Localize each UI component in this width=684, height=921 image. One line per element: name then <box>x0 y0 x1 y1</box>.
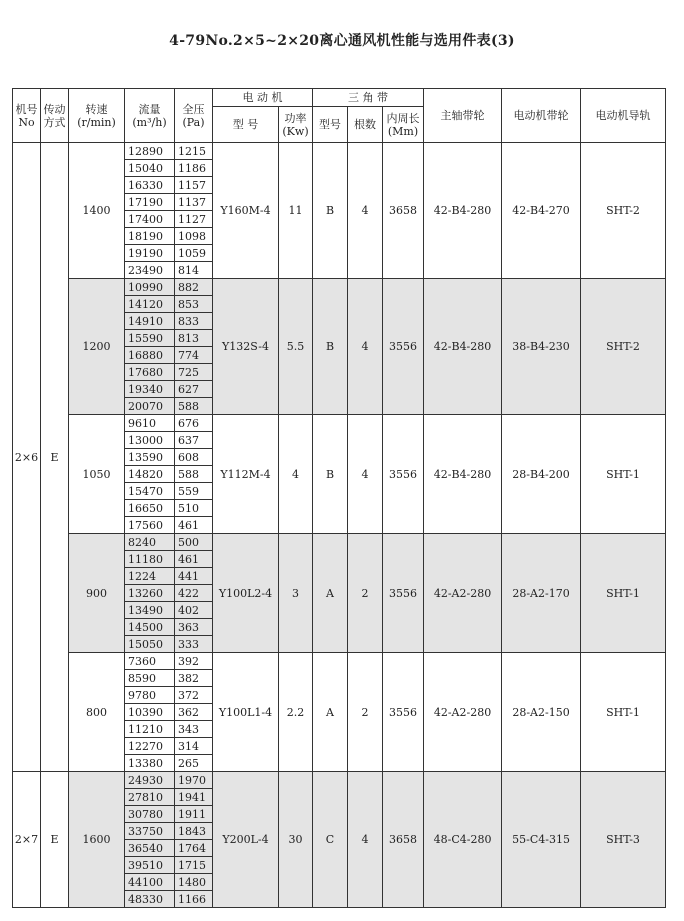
pressure-cell: 774 <box>175 347 213 364</box>
main-pulley-cell: 42-B4-280 <box>424 143 502 279</box>
pressure-cell: 392 <box>175 653 213 670</box>
flow-cell: 13590 <box>125 449 175 466</box>
flow-cell: 15050 <box>125 636 175 653</box>
motor-type-cell: Y112M-4 <box>213 415 279 534</box>
pressure-cell: 382 <box>175 670 213 687</box>
flow-cell: 19340 <box>125 381 175 398</box>
flow-cell: 14910 <box>125 313 175 330</box>
main-pulley-cell: 42-B4-280 <box>424 279 502 415</box>
pressure-cell: 882 <box>175 279 213 296</box>
power-cell: 30 <box>279 772 313 908</box>
motor-pulley-cell: 28-A2-150 <box>502 653 581 772</box>
pressure-cell: 588 <box>175 466 213 483</box>
motor-pulley-cell: 28-B4-200 <box>502 415 581 534</box>
table-row <box>13 415 666 432</box>
flow-cell: 24930 <box>125 772 175 789</box>
header-belt-type: 型号 <box>313 107 348 143</box>
flow-cell: 13260 <box>125 585 175 602</box>
flow-cell: 13000 <box>125 432 175 449</box>
belt-count-cell: 4 <box>348 279 383 415</box>
motor-pulley-cell: 38-B4-230 <box>502 279 581 415</box>
pressure-cell: 1970 <box>175 772 213 789</box>
motor-type-cell: Y160M-4 <box>213 143 279 279</box>
belt-length-cell: 3556 <box>383 415 424 534</box>
pressure-cell: 588 <box>175 398 213 415</box>
flow-cell: 9610 <box>125 415 175 432</box>
belt-count-cell: 2 <box>348 534 383 653</box>
header-motor-type: 型 号 <box>213 107 279 143</box>
belt-length-cell: 3556 <box>383 279 424 415</box>
flow-cell: 14120 <box>125 296 175 313</box>
pressure-cell: 1157 <box>175 177 213 194</box>
power-cell: 2.2 <box>279 653 313 772</box>
table-row <box>13 143 666 160</box>
motor-rail-cell: SHT-1 <box>581 534 666 653</box>
table-row <box>13 772 666 789</box>
pressure-cell: 1166 <box>175 891 213 908</box>
flow-cell: 36540 <box>125 840 175 857</box>
header-pressure: 全压 (Pa) <box>175 89 213 143</box>
model-no-cell: 2×7 <box>13 772 41 908</box>
pressure-cell: 1186 <box>175 160 213 177</box>
speed-cell: 1050 <box>69 415 125 534</box>
belt-type-cell: C <box>313 772 348 908</box>
page-title: 4-79No.2×5~2×20离心通风机性能与选用件表(3) <box>169 33 515 49</box>
header-belt-length: 内周长 (Mm) <box>383 107 424 143</box>
pressure-cell: 1843 <box>175 823 213 840</box>
table-row <box>13 534 666 551</box>
pressure-cell: 627 <box>175 381 213 398</box>
motor-pulley-cell: 55-C4-315 <box>502 772 581 908</box>
belt-count-cell: 4 <box>348 143 383 279</box>
flow-cell: 27810 <box>125 789 175 806</box>
motor-rail-cell: SHT-3 <box>581 772 666 908</box>
main-pulley-cell: 48-C4-280 <box>424 772 502 908</box>
belt-count-cell: 2 <box>348 653 383 772</box>
flow-cell: 17400 <box>125 211 175 228</box>
drive-cell: E <box>41 772 69 908</box>
motor-pulley-cell: 42-B4-270 <box>502 143 581 279</box>
flow-cell: 16330 <box>125 177 175 194</box>
pressure-cell: 814 <box>175 262 213 279</box>
belt-length-cell: 3556 <box>383 534 424 653</box>
motor-rail-cell: SHT-1 <box>581 415 666 534</box>
pressure-cell: 1941 <box>175 789 213 806</box>
belt-type-cell: B <box>313 143 348 279</box>
motor-rail-cell: SHT-2 <box>581 279 666 415</box>
drive-cell: E <box>41 143 69 772</box>
motor-type-cell: Y100L2-4 <box>213 534 279 653</box>
belt-type-cell: B <box>313 415 348 534</box>
pressure-cell: 1098 <box>175 228 213 245</box>
flow-cell: 9780 <box>125 687 175 704</box>
pressure-cell: 1764 <box>175 840 213 857</box>
pressure-cell: 500 <box>175 534 213 551</box>
pressure-cell: 637 <box>175 432 213 449</box>
main-pulley-cell: 42-B4-280 <box>424 415 502 534</box>
power-cell: 5.5 <box>279 279 313 415</box>
speed-cell: 1400 <box>69 143 125 279</box>
pressure-cell: 1911 <box>175 806 213 823</box>
flow-cell: 15590 <box>125 330 175 347</box>
pressure-cell: 343 <box>175 721 213 738</box>
flow-cell: 18190 <box>125 228 175 245</box>
power-cell: 3 <box>279 534 313 653</box>
belt-type-cell: B <box>313 279 348 415</box>
header-motor-pulley: 电动机带轮 <box>502 89 581 143</box>
pressure-cell: 1480 <box>175 874 213 891</box>
flow-cell: 16650 <box>125 500 175 517</box>
belt-length-cell: 3658 <box>383 143 424 279</box>
pressure-cell: 559 <box>175 483 213 500</box>
flow-cell: 7360 <box>125 653 175 670</box>
flow-cell: 14820 <box>125 466 175 483</box>
fan-spec-table <box>12 88 666 908</box>
pressure-cell: 461 <box>175 517 213 534</box>
header-main-pulley: 主轴带轮 <box>424 89 502 143</box>
belt-type-cell: A <box>313 653 348 772</box>
flow-cell: 14500 <box>125 619 175 636</box>
flow-cell: 15040 <box>125 160 175 177</box>
power-cell: 11 <box>279 143 313 279</box>
pressure-cell: 608 <box>175 449 213 466</box>
flow-cell: 12270 <box>125 738 175 755</box>
flow-cell: 17680 <box>125 364 175 381</box>
motor-type-cell: Y100L1-4 <box>213 653 279 772</box>
pressure-cell: 725 <box>175 364 213 381</box>
pressure-cell: 422 <box>175 585 213 602</box>
header-flow: 流量 (m³/h) <box>125 89 175 143</box>
table-body <box>13 143 666 908</box>
flow-cell: 16880 <box>125 347 175 364</box>
flow-cell: 1224 <box>125 568 175 585</box>
flow-cell: 15470 <box>125 483 175 500</box>
header-drive: 传动 方式 <box>41 89 69 143</box>
table-row <box>13 279 666 296</box>
belt-length-cell: 3658 <box>383 772 424 908</box>
belt-length-cell: 3556 <box>383 653 424 772</box>
header-power: 功率 (Kw) <box>279 107 313 143</box>
pressure-cell: 676 <box>175 415 213 432</box>
flow-cell: 13490 <box>125 602 175 619</box>
flow-cell: 39510 <box>125 857 175 874</box>
table-row <box>13 653 666 670</box>
power-cell: 4 <box>279 415 313 534</box>
belt-count-cell: 4 <box>348 772 383 908</box>
speed-cell: 900 <box>69 534 125 653</box>
pressure-cell: 265 <box>175 755 213 772</box>
flow-cell: 33750 <box>125 823 175 840</box>
speed-cell: 1600 <box>69 772 125 908</box>
flow-cell: 10390 <box>125 704 175 721</box>
main-pulley-cell: 42-A2-280 <box>424 653 502 772</box>
flow-cell: 20070 <box>125 398 175 415</box>
flow-cell: 17190 <box>125 194 175 211</box>
flow-cell: 19190 <box>125 245 175 262</box>
pressure-cell: 333 <box>175 636 213 653</box>
pressure-cell: 314 <box>175 738 213 755</box>
motor-type-cell: Y132S-4 <box>213 279 279 415</box>
flow-cell: 11210 <box>125 721 175 738</box>
flow-cell: 11180 <box>125 551 175 568</box>
flow-cell: 48330 <box>125 891 175 908</box>
header-belt-group: 三 角 带 <box>313 89 424 107</box>
header-model-no: 机号 No <box>13 89 41 143</box>
pressure-cell: 853 <box>175 296 213 313</box>
pressure-cell: 441 <box>175 568 213 585</box>
flow-cell: 8590 <box>125 670 175 687</box>
motor-type-cell: Y200L-4 <box>213 772 279 908</box>
pressure-cell: 461 <box>175 551 213 568</box>
model-no-cell: 2×6 <box>13 143 41 772</box>
speed-cell: 800 <box>69 653 125 772</box>
flow-cell: 8240 <box>125 534 175 551</box>
flow-cell: 44100 <box>125 874 175 891</box>
header-motor-rail: 电动机导轨 <box>581 89 666 143</box>
belt-type-cell: A <box>313 534 348 653</box>
pressure-cell: 1059 <box>175 245 213 262</box>
motor-rail-cell: SHT-1 <box>581 653 666 772</box>
flow-cell: 23490 <box>125 262 175 279</box>
header-belt-count: 根数 <box>348 107 383 143</box>
motor-pulley-cell: 28-A2-170 <box>502 534 581 653</box>
motor-rail-cell: SHT-2 <box>581 143 666 279</box>
pressure-cell: 372 <box>175 687 213 704</box>
pressure-cell: 510 <box>175 500 213 517</box>
pressure-cell: 362 <box>175 704 213 721</box>
pressure-cell: 402 <box>175 602 213 619</box>
flow-cell: 17560 <box>125 517 175 534</box>
pressure-cell: 1137 <box>175 194 213 211</box>
header-motor-group: 电 动 机 <box>213 89 313 107</box>
pressure-cell: 1215 <box>175 143 213 160</box>
flow-cell: 10990 <box>125 279 175 296</box>
pressure-cell: 1127 <box>175 211 213 228</box>
flow-cell: 13380 <box>125 755 175 772</box>
pressure-cell: 813 <box>175 330 213 347</box>
pressure-cell: 1715 <box>175 857 213 874</box>
flow-cell: 12890 <box>125 143 175 160</box>
pressure-cell: 833 <box>175 313 213 330</box>
header-speed: 转速 (r/min) <box>69 89 125 143</box>
speed-cell: 1200 <box>69 279 125 415</box>
belt-count-cell: 4 <box>348 415 383 534</box>
pressure-cell: 363 <box>175 619 213 636</box>
flow-cell: 30780 <box>125 806 175 823</box>
main-pulley-cell: 42-A2-280 <box>424 534 502 653</box>
